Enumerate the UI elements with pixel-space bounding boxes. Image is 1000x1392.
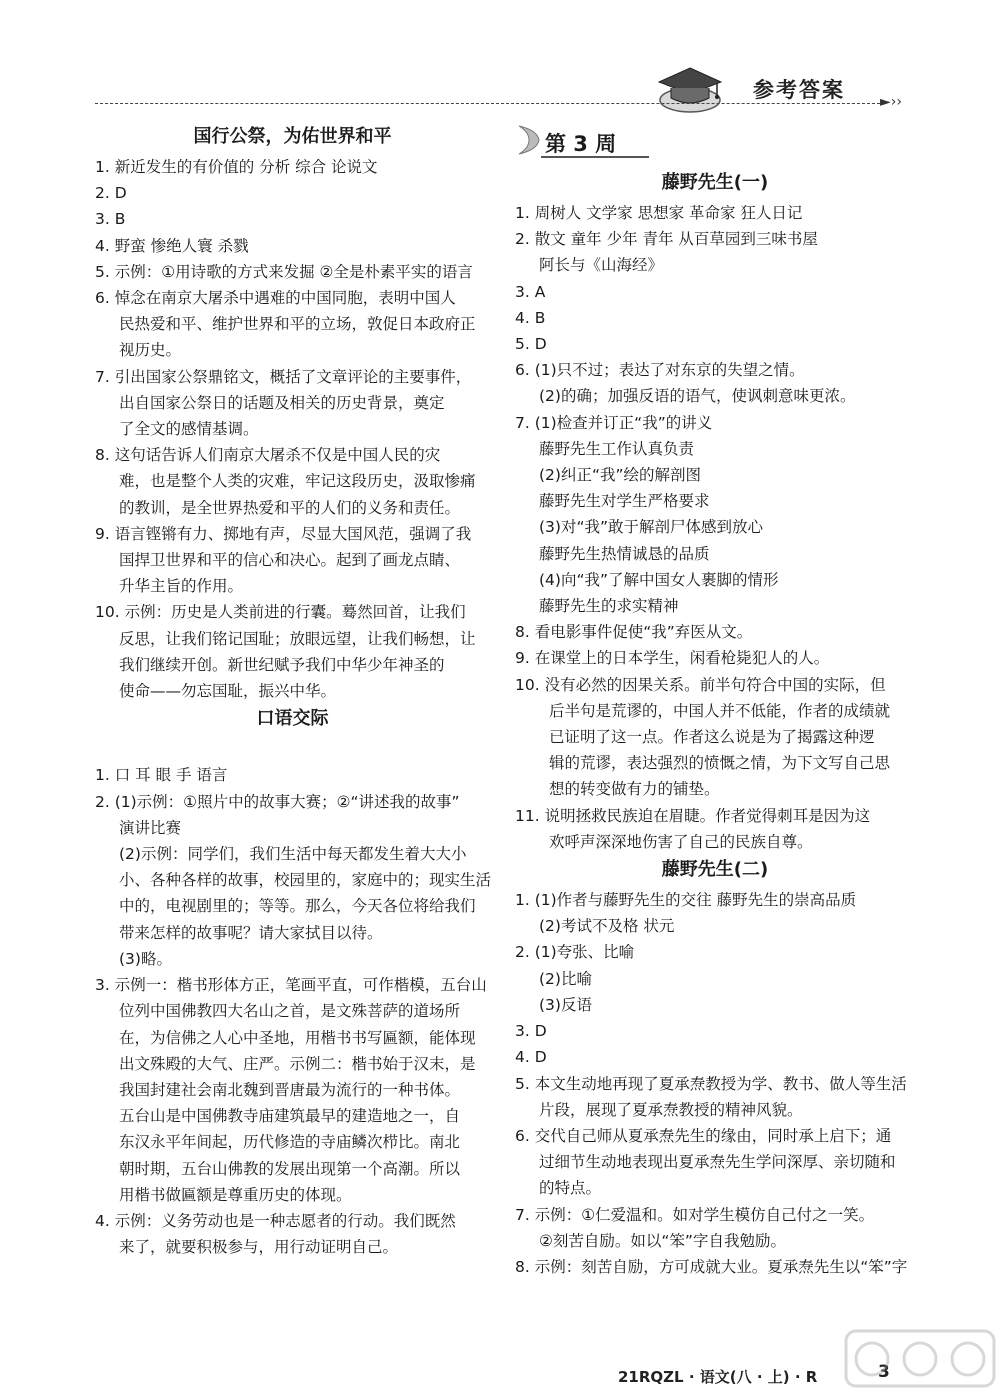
answer-line: (2)比喻 xyxy=(539,969,592,988)
answer-line: 的特点。 xyxy=(539,1179,602,1198)
answer-line: 5. 本文生动地再现了夏承焘教授为学、教书、做人等生活 xyxy=(515,1074,907,1093)
answer-line: 片段，展现了夏承焘教授的精神风貌。 xyxy=(539,1100,803,1119)
answer-line: 辑的荒谬，表达强烈的愤慨之情，为下文写自己思 xyxy=(549,754,891,773)
left-column xyxy=(95,122,490,1260)
answer-line: 9. 语言铿锵有力、掷地有声，尽显大国风范，强调了我 xyxy=(95,524,472,543)
answer-line: 过细节生动地表现出夏承焘先生学问深厚、亲切随和 xyxy=(539,1153,896,1172)
answer-line: 用楷书做匾额是尊重历史的体现。 xyxy=(119,1185,352,1204)
answer-line: 8. 示例：刻苦自励，方可成就大业。夏承焘先生以“笨”字 xyxy=(515,1257,908,1276)
graduation-cap-icon xyxy=(655,60,725,116)
section-title: 藤野先生(二) xyxy=(661,859,769,881)
answer-line: 使命——勿忘国耻，振兴中华。 xyxy=(119,682,337,701)
answer-line: 带来怎样的故事呢？请大家拭目以待。 xyxy=(119,923,383,942)
answer-line: (2)考试不及格 状元 xyxy=(539,917,675,936)
week-marker-icon xyxy=(515,124,543,156)
answer-line: 国捍卫世界和平的信心和决心。起到了画龙点睛、 xyxy=(119,551,461,570)
answer-line: 出文殊殿的大气、庄严。示例二：楷书始于汉末，是 xyxy=(119,1054,476,1073)
answer-line: 想的转变做有力的铺垫。 xyxy=(549,780,720,799)
answer-line: 1. 口 耳 眼 手 语言 xyxy=(95,766,228,785)
answer-line: 小、各种各样的故事，校园里的，家庭中的；现实生活 xyxy=(119,871,492,890)
section-title: 藤野先生(一) xyxy=(661,172,769,193)
answer-line: 的教训，是全世界热爱和平的人们的义务和责任。 xyxy=(119,498,461,517)
answer-line: 藤野先生工作认真负责 xyxy=(539,439,695,458)
answer-line: 4. 示例：义务劳动也是一种志愿者的行动。我们既然 xyxy=(95,1211,456,1230)
answer-line: 我国封建社会南北魏到晋唐最为流行的一种书体。 xyxy=(119,1080,461,1099)
answer-line: (2)纠正“我”绘的解剖图 xyxy=(539,466,702,485)
page-number: 3 xyxy=(878,1362,890,1382)
answer-line: (3)反语 xyxy=(539,995,592,1014)
answer-line: 了全文的感情基调。 xyxy=(119,420,259,439)
answer-line: 3. 示例一：楷书形体方正，笔画平直，可作楷模，五台山 xyxy=(95,976,487,995)
answer-line: 11. 说明拯救民族迫在眉睫。作者觉得刺耳是因为这 xyxy=(515,806,871,825)
header-divider xyxy=(95,103,885,104)
answer-line: 2. (1)夸张、比喻 xyxy=(515,943,635,962)
answer-line: 在，为信佛之人心中圣地，用楷书书写匾额，能体现 xyxy=(119,1028,476,1047)
answer-line: 位列中国佛教四大名山之首，是文殊菩萨的道场所 xyxy=(119,1002,461,1021)
answer-line: 藤野先生热情诚恳的品质 xyxy=(539,544,710,563)
answer-line: 5. 示例：①用诗歌的方式来发掘 ②全是朴素平实的语言 xyxy=(95,262,473,281)
answer-line: (2)的确；加强反语的语气，使讽刺意味更浓。 xyxy=(539,387,856,406)
answer-line: 4. B xyxy=(515,308,546,327)
week-badge xyxy=(515,124,915,164)
footer-code: 21RQZL · 语文(八 · 上) · R xyxy=(618,1368,818,1386)
answer-line: (2)示例：同学们，我们生活中每天都发生着大大小 xyxy=(119,845,467,864)
answer-line: 朝时期，五台山佛教的发展出现第一个高潮。所以 xyxy=(119,1159,461,1178)
answer-line: 4. D xyxy=(515,1048,547,1067)
right-column xyxy=(515,122,915,1280)
answer-line: 6. 交代自己师从夏承焘先生的缘由，同时承上启下；通 xyxy=(515,1126,892,1145)
answer-line: 3. A xyxy=(515,282,546,301)
answer-line: 后半句是荒谬的，中国人并不低能，作者的成绩就 xyxy=(549,701,891,720)
answer-line: 视历史。 xyxy=(119,341,182,360)
answer-line: (3)对“我”敢于解剖尸体感到放心 xyxy=(539,518,764,537)
answer-line: 2. (1)示例：①照片中的故事大赛；②“讲述我的故事” xyxy=(95,792,460,811)
answer-line: 已证明了这一点。作者这么说是为了揭露这种逻 xyxy=(549,728,875,747)
answer-line: 民热爱和平、维护世界和平的立场，敦促日本政府正 xyxy=(119,315,476,334)
answer-line: 10. 示例：历史是人类前进的行囊。蓦然回首，让我们 xyxy=(95,603,466,622)
answer-line: 五台山是中国佛教寺庙建筑最早的建造地之一，自 xyxy=(119,1107,461,1126)
answer-line: 10. 没有必然的因果关系。前半句符合中国的实际，但 xyxy=(515,675,886,694)
week-underline xyxy=(541,156,649,158)
answer-line: 东汉永平年间起，历代修造的寺庙鳞次栉比。南北 xyxy=(119,1133,461,1152)
answer-line: 出自国家公祭日的话题及相关的历史背景，奠定 xyxy=(119,393,445,412)
answer-line: (4)向“我”了解中国女人裹脚的情形 xyxy=(539,570,779,589)
answer-line: 演讲比赛 xyxy=(119,818,182,837)
answer-line: 7. (1)检查并订正“我”的讲义 xyxy=(515,413,713,432)
week-label: 第 3 周 xyxy=(545,132,617,156)
answer-line: 欢呼声深深地伤害了自己的民族自尊。 xyxy=(549,832,813,851)
answer-line xyxy=(95,736,490,762)
answer-line: 2. 散文 童年 少年 青年 从百草园到三味书屋 xyxy=(515,230,818,249)
answer-line: 8. 看电影事件促使“我”弃医从文。 xyxy=(515,623,753,642)
answer-line: (3)略。 xyxy=(119,949,172,968)
answer-line: 6. (1)只不过；表达了对东京的失望之情。 xyxy=(515,361,805,380)
answer-line: 藤野先生对学生严格要求 xyxy=(539,492,710,511)
arrow-right-icon: ►›› xyxy=(880,94,902,110)
answer-line: 3. D xyxy=(515,1022,547,1041)
section-title: 口语交际 xyxy=(256,708,329,730)
answer-line: 8. 这句话告诉人们南京大屠杀不仅是中国人民的灾 xyxy=(95,446,441,465)
answer-line: 4. 野蛮 惨绝人寰 杀戮 xyxy=(95,236,249,255)
answer-line: 难，也是整个人类的灾难，牢记这段历史，汲取惨痛 xyxy=(119,472,476,491)
answer-line: 7. 引出国家公祭鼎铭文，概括了文章评论的主要事件， xyxy=(95,367,472,386)
answer-line: 我们继续开创。新世纪赋予我们中华少年神圣的 xyxy=(119,655,445,674)
answer-line: 1. 新近发生的有价值的 分析 综合 论说文 xyxy=(95,158,378,176)
answer-line: 反思，让我们铭记国耻；放眼远望，让我们畅想，让 xyxy=(119,629,476,648)
answer-line: 6. 悼念在南京大屠杀中遇难的中国同胞，表明中国人 xyxy=(95,289,456,308)
answer-line: 7. 示例：①仁爱温和。如对学生模仿自己付之一笑。 xyxy=(515,1205,875,1224)
answer-line: 5. D xyxy=(515,335,547,354)
answer-line: 阿长与《山海经》 xyxy=(539,256,664,275)
answer-line: 中的，电视剧里的；等等。那么，今天各位将给我们 xyxy=(119,897,476,916)
answer-line: 9. 在课堂上的日本学生，闲看枪毙犯人的人。 xyxy=(515,649,830,668)
answer-line: 1. (1)作者与藤野先生的交往 藤野先生的崇高品质 xyxy=(515,891,857,910)
watermark-stamp xyxy=(840,1325,1000,1392)
answer-key-title: 参考答案 xyxy=(753,78,845,102)
page-header xyxy=(0,0,1000,120)
answer-line: ②刻苦自励。如以“笨”字自我勉励。 xyxy=(539,1231,786,1250)
answer-line: 2. D xyxy=(95,184,127,203)
answer-line: 藤野先生的求实精神 xyxy=(539,597,679,616)
answer-line: 1. 周树人 文学家 思想家 革命家 狂人日记 xyxy=(515,204,803,222)
answer-line: 3. B xyxy=(95,210,126,229)
answer-line: 来了，就要积极参与，用行动证明自己。 xyxy=(119,1238,399,1257)
answer-line: 升华主旨的作用。 xyxy=(119,577,244,596)
section-title: 国行公祭，为佑世界和平 xyxy=(193,126,392,147)
